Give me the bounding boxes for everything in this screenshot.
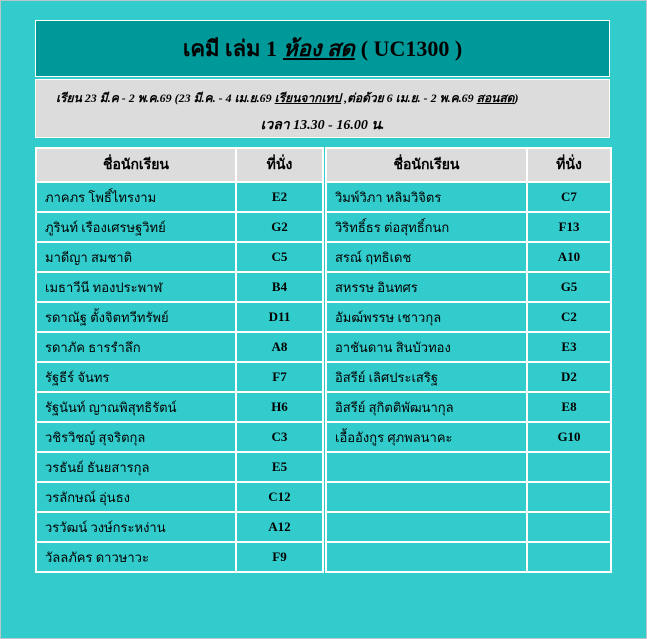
- title-room: ห้อง สด: [283, 36, 355, 61]
- student-name: วิริทธิ์ธร ต่อสุทธิ์กนก: [326, 212, 527, 242]
- title-code: ( UC1300 ): [360, 35, 463, 61]
- table-row: [326, 272, 611, 302]
- student-name: [326, 482, 527, 512]
- student-name: สหรรษ อินทศร: [326, 272, 527, 302]
- column-header-name: ชื่อนักเรียน: [36, 148, 236, 182]
- table-row: [36, 482, 323, 512]
- seat-number: A12: [236, 512, 323, 542]
- student-name: ภาคภร โพธิ์ไทรงาม: [36, 182, 236, 212]
- student-name: เมธาวีนี ทองประพาฬ: [36, 272, 236, 302]
- seating-table-right: [325, 147, 612, 573]
- seat-number: H6: [236, 392, 323, 422]
- student-name: วรวัฒน์ วงษ์กระหง่าน: [36, 512, 236, 542]
- seat-number: C3: [236, 422, 323, 452]
- student-name: วรธันย์ ธันยสารกุล: [36, 452, 236, 482]
- seat-number: D11: [236, 302, 323, 332]
- table-header-row: [36, 148, 323, 182]
- page-title: [35, 20, 610, 77]
- table-row: [326, 362, 611, 392]
- table-row: [326, 302, 611, 332]
- seat-number: E5: [236, 452, 323, 482]
- student-name: ภูรินท์ เรืองเศรษฐวิทย์: [36, 212, 236, 242]
- student-name: รัฐนันท์ ญาณพิสุทธิรัตน์: [36, 392, 236, 422]
- column-header-seat: ที่นั่ง: [527, 148, 611, 182]
- table-row: [36, 452, 323, 482]
- student-name: วชิรวิชญ์ สุจริตกุล: [36, 422, 236, 452]
- table-row: [326, 242, 611, 272]
- student-name: เอื้ออังกูร ศุภพลนาคะ: [326, 422, 527, 452]
- student-name: รัฐธีร์ จันทร: [36, 362, 236, 392]
- seat-number: E8: [527, 392, 611, 422]
- seat-number: C5: [236, 242, 323, 272]
- seat-number: [527, 482, 611, 512]
- seat-number: E2: [236, 182, 323, 212]
- schedule-dates-part: ): [514, 91, 519, 105]
- seat-number: C12: [236, 482, 323, 512]
- student-name: อาชันดาน สินบัวทอง: [326, 332, 527, 362]
- seating-table-left: [35, 147, 324, 573]
- student-name: รดาณัฐ ตั้งจิตทวีทรัพย์: [36, 302, 236, 332]
- schedule-live-label: สอนสด: [476, 91, 515, 105]
- seat-number: A8: [236, 332, 323, 362]
- seat-number: G2: [236, 212, 323, 242]
- student-name: วัลลภัคร ดาวษาวะ: [36, 542, 236, 572]
- table-row: [326, 422, 611, 452]
- student-name: รดาภัค ธารรำลึก: [36, 332, 236, 362]
- seat-number: G10: [527, 422, 611, 452]
- seat-number: [527, 512, 611, 542]
- student-name: อิสรีย์ เลิศประเสริฐ: [326, 362, 527, 392]
- seat-number: F9: [236, 542, 323, 572]
- schedule-dates: [56, 89, 518, 108]
- seat-number: E3: [527, 332, 611, 362]
- table-row: [326, 182, 611, 212]
- table-row: [36, 332, 323, 362]
- table-row: [326, 482, 611, 512]
- table-header-row: [326, 148, 611, 182]
- schedule-tape-label: เรียนจากเทป: [274, 91, 342, 105]
- seat-number: A10: [527, 242, 611, 272]
- table-row: [36, 242, 323, 272]
- table-row: [36, 422, 323, 452]
- table-row: [36, 512, 323, 542]
- student-name: สรณ์ ฤทธิเดช: [326, 242, 527, 272]
- schedule-time: เวลา 13.30 - 16.00 น.: [260, 118, 385, 133]
- student-name: มาดีญา สมชาติ: [36, 242, 236, 272]
- table-row: [36, 392, 323, 422]
- student-name: [326, 512, 527, 542]
- table-row: [36, 362, 323, 392]
- student-name: วรลักษณ์ อุ่นธง: [36, 482, 236, 512]
- student-name: อิสรีย์ สุกิตติพัฒนากุล: [326, 392, 527, 422]
- seat-number: F13: [527, 212, 611, 242]
- student-name: [326, 452, 527, 482]
- table-row: [36, 302, 323, 332]
- table-row: [36, 542, 323, 572]
- table-row: [326, 212, 611, 242]
- schedule-box: [35, 79, 610, 138]
- column-header-seat: ที่นั่ง: [236, 148, 323, 182]
- seat-number: [527, 452, 611, 482]
- seat-number: C7: [527, 182, 611, 212]
- seat-number: C2: [527, 302, 611, 332]
- schedule-dates-part: ,ต่อด้วย 6 เม.ย. - 2 พ.ค.69: [341, 91, 477, 105]
- table-row: [36, 182, 323, 212]
- seat-number: G5: [527, 272, 611, 302]
- table-row: [326, 542, 611, 572]
- seat-number: F7: [236, 362, 323, 392]
- student-name: วิมพ์วิภา หลิมวิจิตร: [326, 182, 527, 212]
- seat-number: [527, 542, 611, 572]
- table-row: [326, 512, 611, 542]
- table-row: [326, 332, 611, 362]
- seat-number: B4: [236, 272, 323, 302]
- student-name: อัมฒ์พรรษ เชาวกุล: [326, 302, 527, 332]
- table-row: [326, 392, 611, 422]
- table-row: [326, 452, 611, 482]
- table-row: [36, 272, 323, 302]
- title-subject: เคมี เล่ม 1: [182, 36, 278, 61]
- column-header-name: ชื่อนักเรียน: [326, 148, 527, 182]
- schedule-dates-part: เรียน 23 มี.ค - 2 พ.ค.69 (23 มี.ค. - 4 เม.ย.69: [56, 91, 275, 105]
- seat-number: D2: [527, 362, 611, 392]
- table-row: [36, 212, 323, 242]
- student-name: [326, 542, 527, 572]
